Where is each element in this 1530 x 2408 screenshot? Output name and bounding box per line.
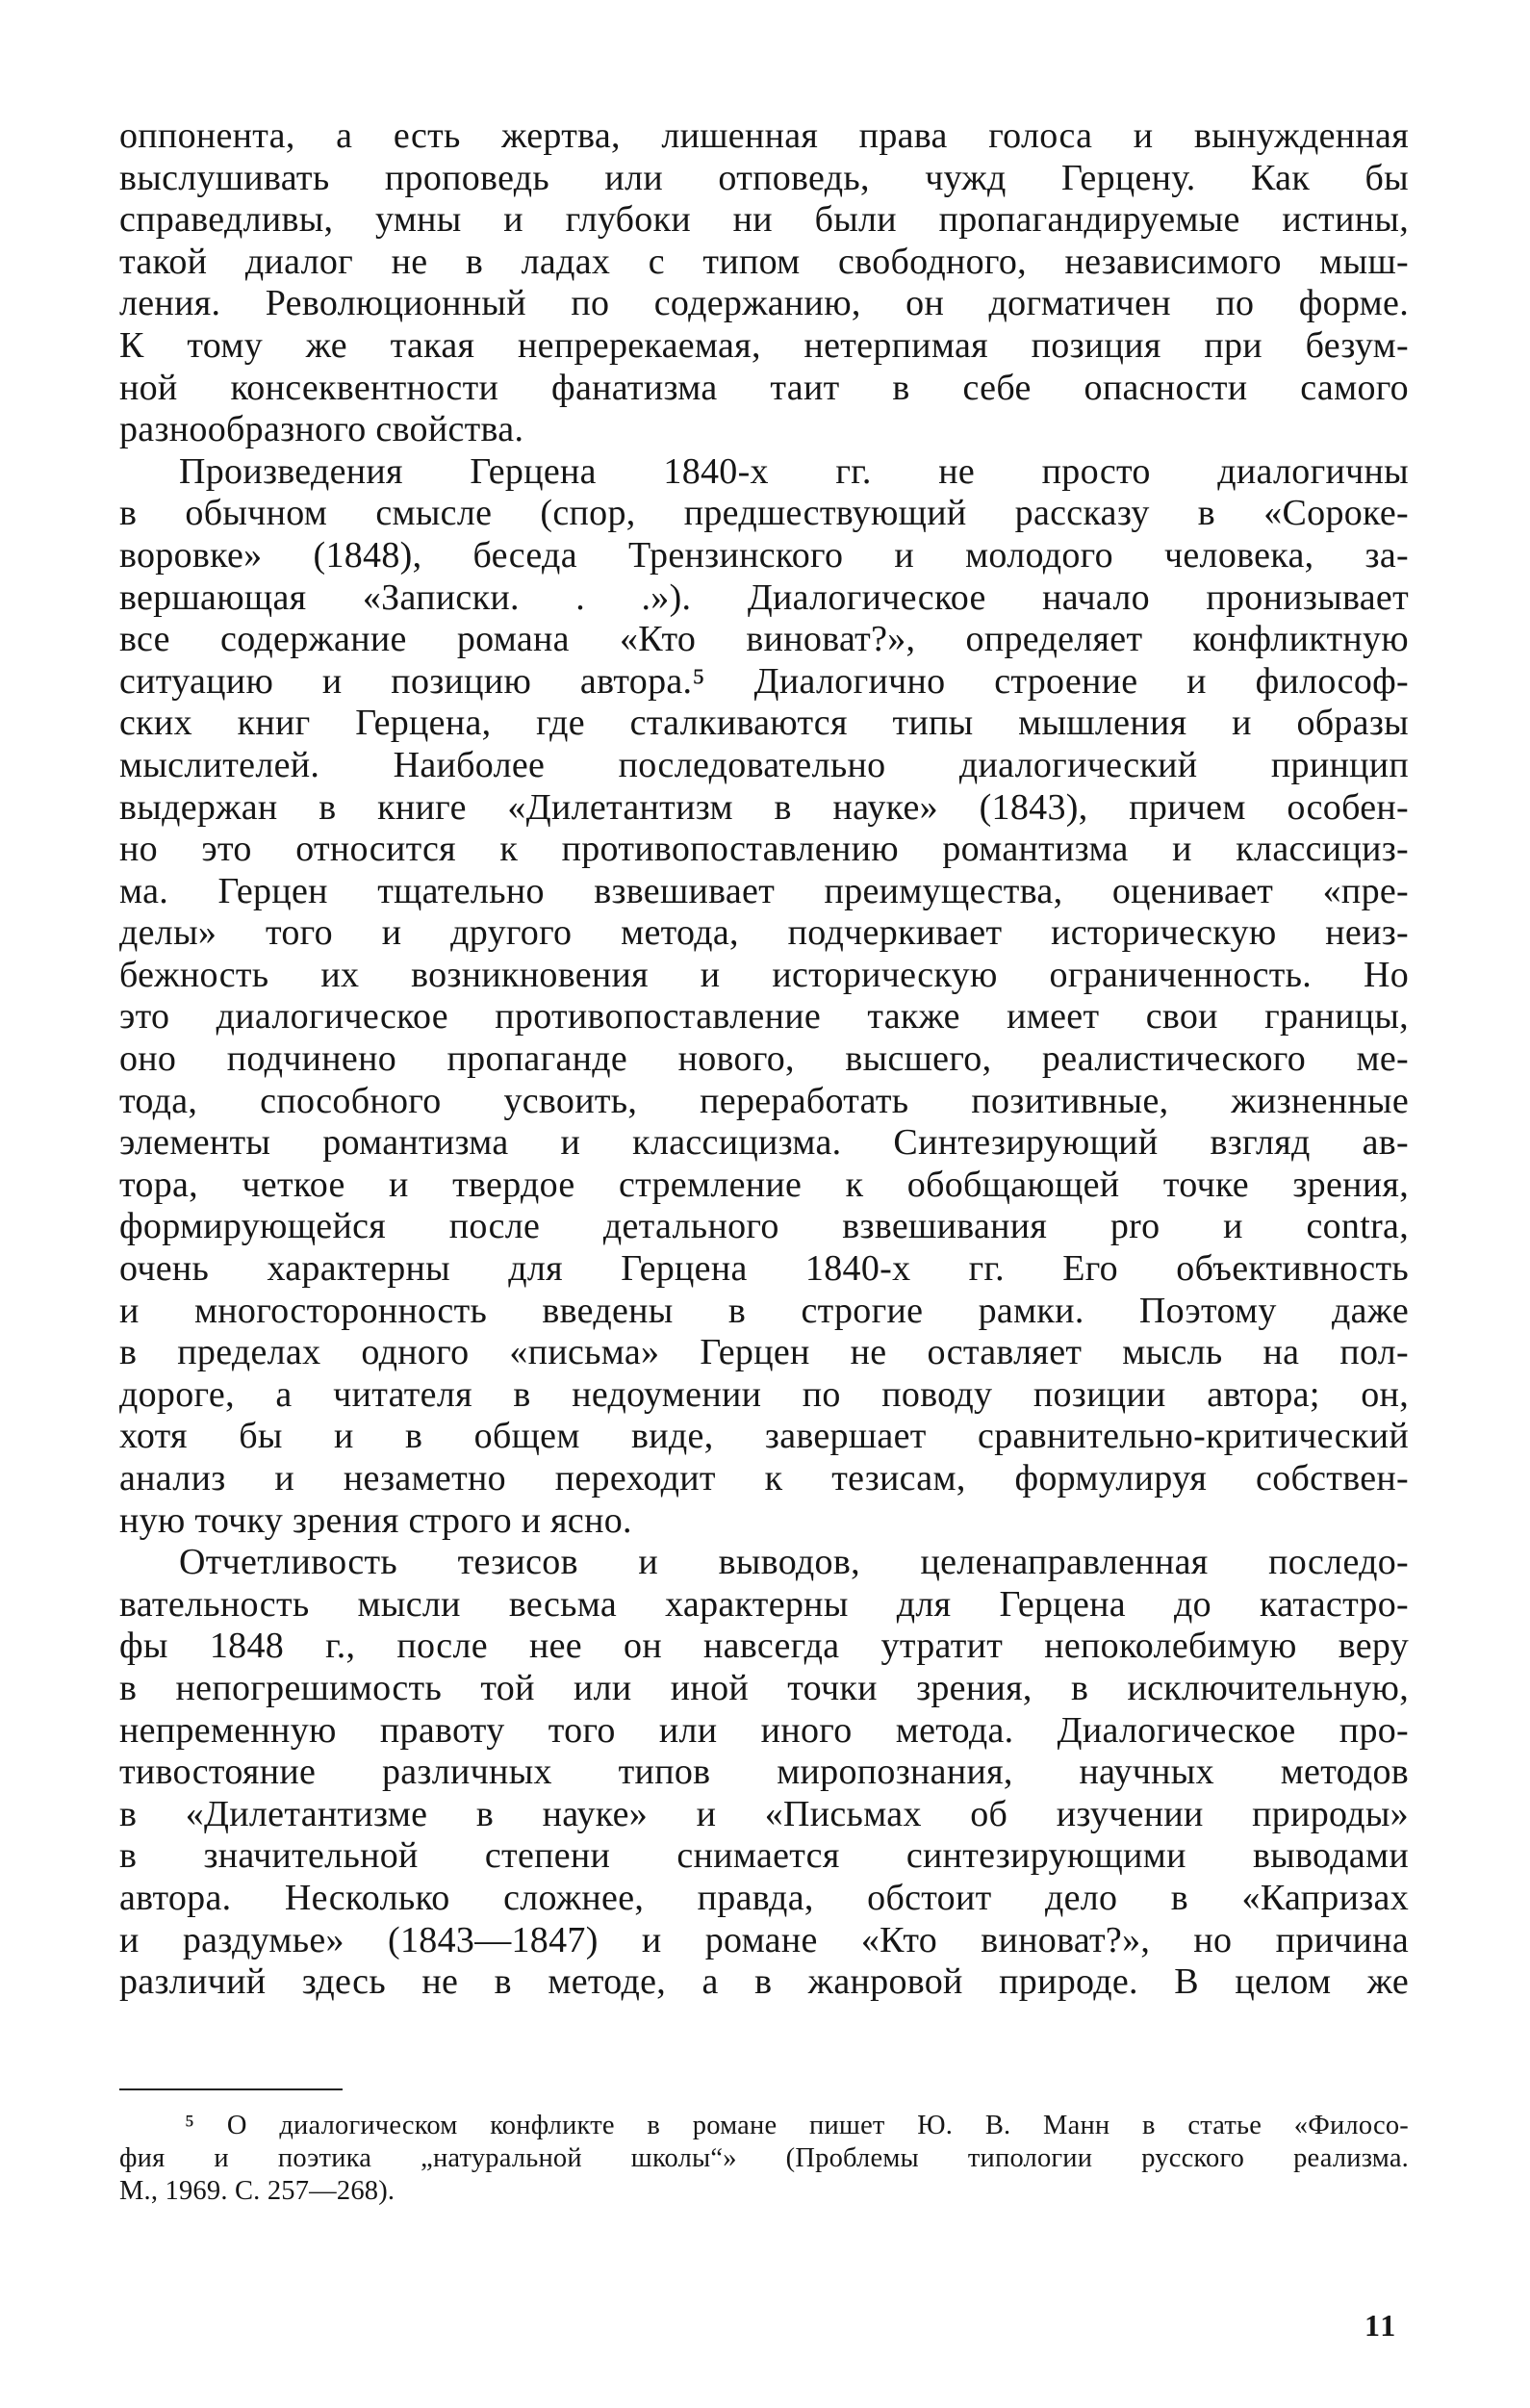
text-line: оно подчинено пропаганде нового, высшего, реалистического ме- [119,1038,1409,1080]
text-line: бежность их возникновения и историческую ограниченность. Но [119,954,1409,995]
text-line: вершающая «Записки. . .»). Диалогическое начало пронизывает [119,576,1409,618]
text-line: тода, способного усвоить, переработать позитивные, жизненные [119,1080,1409,1121]
footnote-line: ⁵ О диалогическом конфликте в романе пишет Ю. В. Манн в статье «Филосо- [185,2111,1409,2140]
text-line: ситуацию и позицию автора.⁵ Диалогично строение и философ- [119,660,1409,702]
text-line: хотя бы и в общем виде, завершает сравнительно-критический [119,1416,1409,1457]
footnote-line: М., 1969. С. 257—268). [119,2176,395,2206]
text-line: тивостояние различных типов миропознания, научных методов [119,1752,1409,1793]
text-line: вательность мысли весьма характерны для Герцена до катастро- [119,1583,1409,1625]
text-line: делы» того и другого метода, подчеркивает историческую неиз- [119,912,1409,954]
text-line: все содержание романа «Кто виноват?», определяет конфликтную [119,619,1409,660]
text-line: выслушивать проповедь или отповедь, чужд Герцену. Как бы [119,157,1409,198]
text-line: ских книг Герцена, где сталкиваются типы мышления и образы [119,703,1409,744]
text-line: мыслителей. Наиболее последовательно диалогический принцип [119,744,1409,785]
footnote [119,2110,1409,2208]
paragraph-first-line: Отчетливость тезисов и выводов, целенаправленная последо- [179,1542,1409,1583]
text-line: и многосторонность введены в строгие рамки. Поэтому даже [119,1290,1409,1331]
text-line: различий здесь не в методе, а в жанровой природе. В целом же [119,1961,1409,2003]
page-number: 11 [1364,2308,1398,2343]
text-line: фы 1848 г., после нее он навсегда утратит непоколебимую веру [119,1626,1409,1667]
text-line: в обычном смысле (спор, предшествующий рассказу в «Сороке- [119,493,1409,534]
text-line: такой диалог не в ладах с типом свободного, независимого мыш- [119,241,1409,282]
text-line: это диалогическое противопоставление также имеет свои границы, [119,996,1409,1037]
main-text [119,115,1409,2004]
text-line: ления. Революционный по содержанию, он догматичен по форме. [119,283,1409,324]
text-line: выдержан в книге «Дилетантизм в науке» (1843), причем особен- [119,786,1409,828]
text-line: ную точку зрения строго и ясно. [119,1499,632,1541]
text-line: дороге, а читателя в недоумении по поводу позиции автора; он, [119,1373,1409,1415]
footnote-line: фия и поэтика „натуральной школы“» (Проблемы типологии русского реализма. [119,2143,1409,2173]
text-line: но это относится к противопоставлению романтизма и классициз- [119,829,1409,870]
text-line: формирующейся после детального взвешивания pro и contra, [119,1206,1409,1247]
text-line: и раздумье» (1843—1847) и романе «Кто виноват?», но причина [119,1919,1409,1960]
text-line: в значительной степени снимается синтезирующими выводами [119,1835,1409,1877]
text-line: в непогрешимость той или иной точки зрения, в исключительную, [119,1667,1409,1708]
text-line: анализ и незаметно переходит к тезисам, формулируя собствен- [119,1458,1409,1499]
paragraph-first-line: Произведения Герцена 1840-х гг. не просто диалогичны [179,450,1409,492]
text-line: элементы романтизма и классицизма. Синтезирующий взгляд ав- [119,1122,1409,1164]
text-line: оппонента, а есть жертва, лишенная права голоса и вынужденная [119,115,1409,156]
text-line: ной консеквентности фанатизма таит в себе опасности самого [119,367,1409,408]
text-line: ма. Герцен тщательно взвешивает преимущества, оценивает «пре- [119,870,1409,911]
text-line: тора, четкое и твердое стремление к обобщающей точке зрения, [119,1164,1409,1205]
text-line: в «Дилетантизме в науке» и «Письмах об изучении природы» [119,1793,1409,1834]
footnote-divider [119,2088,343,2090]
text-line: воровке» (1848), беседа Трензинского и молодого человека, за- [119,534,1409,576]
text-line: непременную правоту того или иного метода. Диалогическое про- [119,1709,1409,1751]
text-line: К тому же такая непререкаемая, нетерпимая позиция при безум- [119,324,1409,366]
text-line: автора. Несколько сложнее, правда, обстоит дело в «Капризах [119,1877,1409,1918]
text-line: очень характерны для Герцена 1840-х гг. Его объективность [119,1248,1409,1290]
text-line: в пределах одного «письма» Герцен не оставляет мысль на пол- [119,1332,1409,1373]
text-line: справедливы, умны и глубоки ни были пропагандируемые истины, [119,199,1409,241]
text-line: разнообразного свойства. [119,409,524,450]
